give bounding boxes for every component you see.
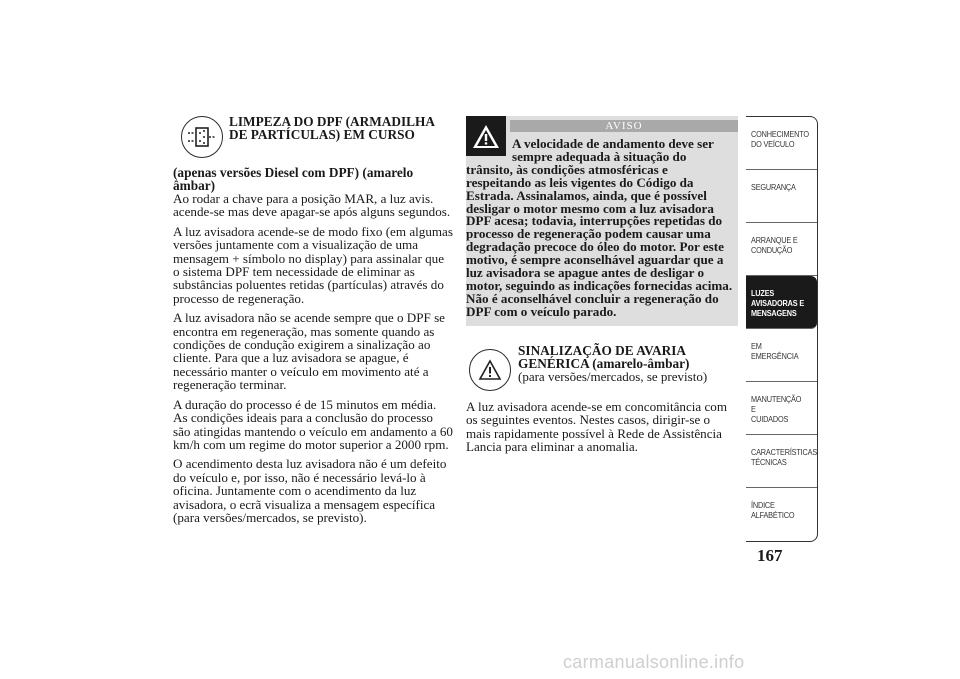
paragraph: (apenas versões Diesel com DPF) (amarelo âmbar) (173, 165, 414, 193)
paragraph: A luz avisadora acende-se de modo fixo (em algumas versões juntamente com a visualização de uma mensagem + símbolo no display) para assinalar que o sistema DPF tem necessidade de eliminar as substâncias poluentes retidas (partículas) através do processo de regeneração. (173, 223, 453, 306)
tab-label: ARRANQUE E CONDUÇÃO (751, 235, 798, 255)
tab-label: CARACTERÍSTICAS TÉCNICAS (751, 447, 818, 467)
sidebar-tab-seguranca[interactable] (746, 170, 817, 223)
tab-label: MANUTENÇÃO E CUIDADOS (751, 394, 802, 424)
paragraph: O acendimento desta luz avisadora não é um defeito do veículo e, por isso, não é necessário levá-lo à oficina. Juntamente com o acendimento da luz avisadora, o ecrã visualiza a mensagem específica (para versões/mercados, se previsto). (173, 456, 447, 525)
paragraph: A luz avisadora não se acende sempre que o DPF se encontra em regeneração, mas somente quando as condições de condução exigirem a sinalização ao cliente. Para que a luz avisadora se apague, é necessário manter o veículo em movimento até a regeneração terminar. (173, 310, 445, 393)
generic-fault-body: A luz avisadora acende-se em concomitância com os seguintes eventos. Nestes casos, dirigir-se o mais rapidamente possível à Rede de Assistência Lancia para eliminar a anomalia. (466, 398, 728, 454)
sidebar-tab-luzes-active[interactable] (746, 276, 817, 329)
warning-box (466, 116, 738, 326)
page-number: 167 (757, 546, 783, 565)
tab-label: LUZES AVISADORAS E MENSAGENS (751, 288, 805, 318)
dpf-filter-icon (181, 116, 223, 158)
warning-text-lead: A velocidade de andamento deve ser sempre adequada à situação do (512, 136, 714, 164)
right-column (466, 116, 738, 459)
tab-label: ÍNDICE ALFABÉTICO (751, 500, 795, 520)
sidebar-tab-manutencao[interactable] (746, 382, 817, 435)
tab-label: EM EMERGÊNCIA (751, 341, 799, 361)
warning-label: AVISO (510, 120, 738, 132)
sidebar-tab-caracteristicas[interactable] (746, 435, 817, 488)
tab-label: CONHECIMENTO DO VEÍCULO (751, 129, 809, 149)
dpf-heading: LIMPEZA DO DPF (ARMADILHA DE PARTÍCULAS) EM CURSO (229, 114, 435, 142)
sidebar-tab-indice[interactable] (746, 488, 817, 541)
generic-fault-heading: SINALIZAÇÃO DE AVARIA GENÉRICA (amarelo-âmbar) (518, 342, 690, 371)
generic-fault-subheading: (para versões/mercados, se previsto) (518, 368, 708, 384)
sidebar-tab-arranque[interactable] (746, 223, 817, 276)
generic-fault-section (466, 340, 738, 430)
general-fault-icon (469, 349, 511, 391)
tab-label: SEGURANÇA (751, 182, 796, 192)
paragraph: A duração do processo é de 15 minutos em média. As condições ideais para a conclusão do processo são atingidas mantendo o veículo em andamento a 60 km/h com um regime do motor superior a 2000 rpm. (173, 396, 453, 452)
sidebar-tab-emergencia[interactable] (746, 329, 817, 382)
paragraph: Ao rodar a chave para a posição MAR, a luz avis. acende-se mas deve apagar-se após alguns segundos. (173, 191, 451, 220)
sidebar-tab-conhecimento[interactable] (746, 117, 817, 170)
chapter-sidebar (746, 116, 818, 542)
warning-triangle-icon (466, 116, 506, 156)
left-column (173, 112, 453, 530)
warning-text (466, 116, 738, 319)
watermark: carmanualsonline.info (563, 652, 745, 672)
warning-text-body: trânsito, às condições atmosféricas e respeitando as leis vigentes do Código da Estrada. Assinalamos, ainda, que é possível desligar o motor mesmo com a luz avisadora DPF acesa; todavia, interrupções repetidas do processo de regeneração podem causar uma degradação precoce do óleo do motor. Por este motivo, é sempre aconselhável aguardar que a luz avisadora se apague antes de desligar o motor, seguindo as indicações fornecidas acima. Não é aconselhável concluir a regeneração do DPF com o veículo parado. (466, 161, 733, 319)
